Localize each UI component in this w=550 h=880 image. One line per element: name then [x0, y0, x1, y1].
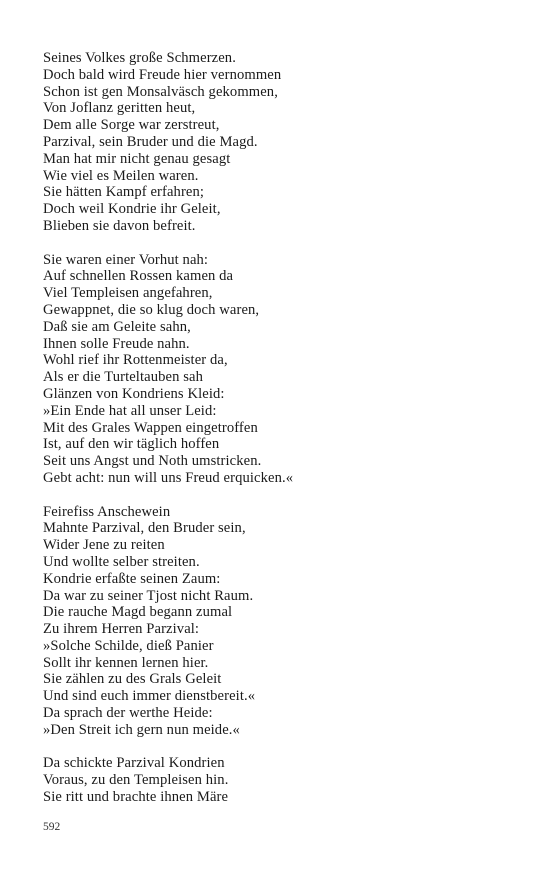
stanza-2 [43, 252, 523, 487]
verse-line: Auf schnellen Rossen kamen da [43, 268, 234, 285]
verse-line: Sie zählen zu des Grals Geleit [43, 671, 222, 688]
verse-line: Sie waren einer Vorhut nah: [43, 251, 209, 268]
verse-line: Parzival, sein Bruder und die Magd. [43, 133, 258, 150]
verse-line: Da war zu seiner Tjost nicht Raum. [43, 587, 254, 604]
verse-line: Ist, auf den wir täglich hoffen [43, 436, 220, 453]
verse-line: Da schickte Parzival Kondrien [43, 755, 225, 772]
verse-line: Und sind euch immer dienstbereit.« [43, 688, 256, 705]
verse-line: Doch bald wird Freude hier vernommen [43, 66, 282, 83]
stanza-3 [43, 504, 523, 739]
verse-line: Als er die Turteltauben sah [43, 369, 203, 386]
verse-line: Die rauche Magd begann zumal [43, 604, 233, 621]
verse-line: Wider Jene zu reiten [43, 537, 165, 554]
stanza-4 [43, 755, 523, 805]
verse-line: Da sprach der werthe Heide: [43, 705, 213, 722]
stanza-1 [43, 50, 523, 235]
verse-line: Daß sie am Geleite sahn, [43, 318, 191, 335]
verse-line: Wie viel es Meilen waren. [43, 167, 199, 184]
verse-line: Sie hätten Kampf erfahren; [43, 184, 205, 201]
verse-line: »Ein Ende hat all unser Leid: [43, 402, 217, 419]
verse-line: Gewappnet, die so klug doch waren, [43, 301, 260, 318]
verse-line: Und wollte selber streiten. [43, 553, 200, 570]
verse-line: Man hat mir nicht genau gesagt [43, 150, 231, 167]
verse-line: Mit des Grales Wappen eingetroffen [43, 419, 258, 436]
verse-line: Feirefiss Anschewein [43, 503, 171, 520]
verse-line: Sie ritt und brachte ihnen Märe [43, 789, 229, 806]
verse-line: Viel Templeisen angefahren, [43, 285, 213, 302]
verse-line: Glänzen von Kondriens Kleid: [43, 385, 225, 402]
verse-line: Zu ihrem Herren Parzival: [43, 621, 200, 638]
verse-line: Gebt acht: nun will uns Freud erquicken.« [43, 469, 294, 486]
verse-line: Seines Volkes große Schmerzen. [43, 50, 236, 66]
verse-line: Doch weil Kondrie ihr Geleit, [43, 201, 221, 218]
page-number: 592 [43, 821, 61, 833]
verse-line: Ihnen solle Freude nahn. [43, 335, 190, 352]
verse-line: Kondrie erfaßte seinen Zaum: [43, 570, 221, 587]
verse-line: Mahnte Parzival, den Bruder sein, [43, 520, 246, 537]
poem-text [43, 50, 523, 823]
verse-line: Von Joflanz geritten heut, [43, 100, 196, 117]
verse-line: Dem alle Sorge war zerstreut, [43, 117, 220, 134]
verse-line: Blieben sie davon befreit. [43, 217, 196, 234]
verse-line: Wohl rief ihr Rottenmeister da, [43, 352, 228, 369]
verse-line: Sollt ihr kennen lernen hier. [43, 654, 209, 671]
verse-line: Schon ist gen Monsalväsch gekommen, [43, 83, 278, 100]
verse-line: Voraus, zu den Templeisen hin. [43, 772, 229, 789]
verse-line: Seit uns Angst und Noth umstricken. [43, 453, 262, 470]
verse-line: »Den Streit ich gern nun meide.« [43, 721, 240, 738]
verse-line: »Solche Schilde, dieß Panier [43, 637, 214, 654]
